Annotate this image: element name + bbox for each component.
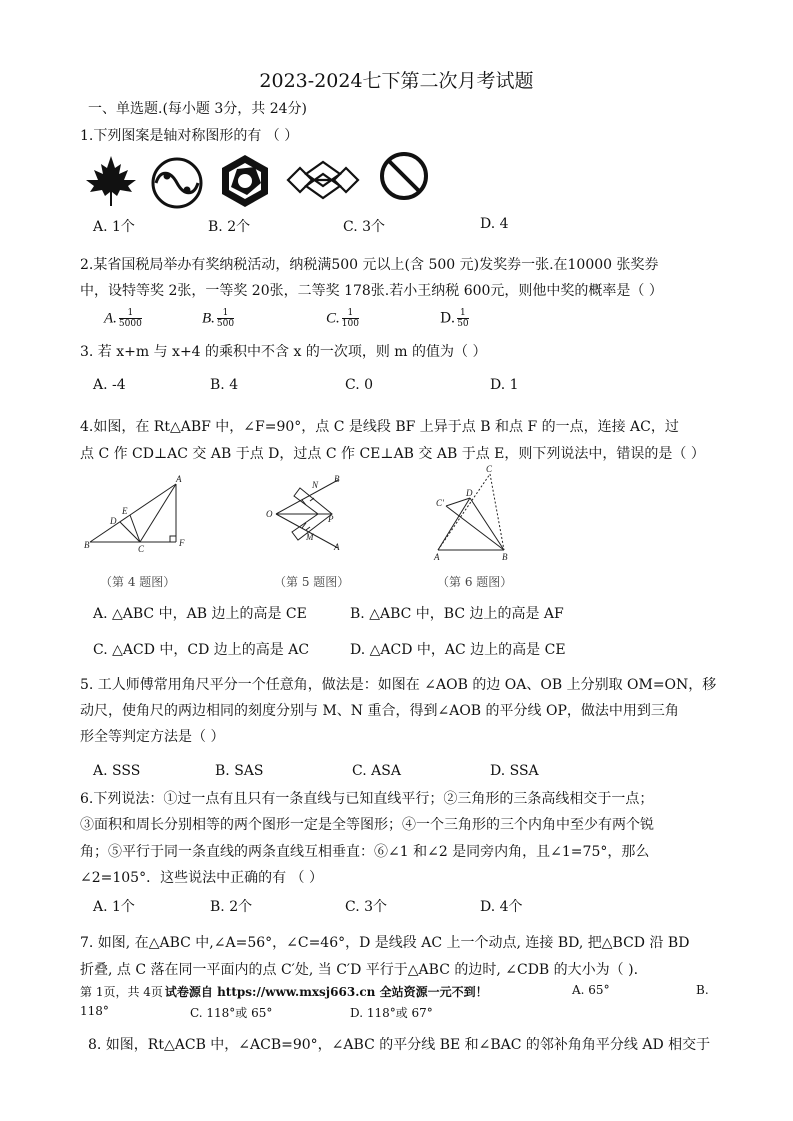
q2-option-c: C. $\frac{1}{100}$ xyxy=(326,308,359,329)
page-number: 第 1页，共 4页 xyxy=(80,985,163,999)
fig6-label-c-prime: C′ xyxy=(436,498,444,508)
q3-option-d: D. 1 xyxy=(490,377,519,393)
watermark-link[interactable]: 试卷源自 https://www.mxsj663.cn 全站资源一元不到！ xyxy=(164,985,488,999)
q4-option-c: C. △ACD 中，CD 边上的高是 AC xyxy=(93,642,310,658)
fig5-label-n: N xyxy=(312,480,319,490)
q7-line-2: 折叠, 点 C 落在同一平面内的点 C′处, 当 C′D 平行于△ABC 的边时, ∠CDB 的大小为（ ). xyxy=(80,962,639,978)
figure-5 xyxy=(262,472,352,552)
q5-option-d: D. SSA xyxy=(490,763,539,779)
q8-line-1: 8. 如图，Rt△ACB 中，∠ACB=90°，∠ABC 的平分线 BE 和∠BAC 的邻补角角平分线 AD 相交于 xyxy=(88,1037,711,1053)
q2-line-1: 2.某省国税局举办有奖纳税活动，纳税满500 元以上(含 500 元)发奖券一张.在10000 张奖券 xyxy=(80,257,659,273)
q6-line-4: ∠2=105°．这些说法中正确的有 （ ） xyxy=(80,870,323,886)
maple-leaf-icon xyxy=(84,154,138,208)
fig5-label-a: A xyxy=(334,542,340,552)
q2-option-a: A. $\frac{1}{5000}$ xyxy=(104,308,142,329)
q6-option-c: C. 3个 xyxy=(345,899,388,915)
q3-stem: 3. 若 x+m 与 x+4 的乘积中不含 x 的一次项，则 m 的值为（ ） xyxy=(80,344,487,360)
figure-6 xyxy=(430,462,520,562)
fig5-label-o: O xyxy=(266,509,273,519)
fig4-label-c: C xyxy=(138,544,145,554)
q6-option-b: B. 2个 xyxy=(210,899,253,915)
q7-option-d: D. 118°或 67° xyxy=(350,1006,433,1020)
q4-option-a: A. △ABC 中，AB 边上的高是 CE xyxy=(93,606,307,622)
q7-line-1: 7. 如图, 在△ABC 中,∠A=56°，∠C=46°，D 是线段 AC 上一个动点, 连接 BD, 把△BCD 沿 BD xyxy=(80,935,690,951)
fig6-label-c: C xyxy=(486,464,493,474)
fig5-label-m: M xyxy=(306,532,314,542)
q6-option-d: D. 4个 xyxy=(480,899,523,915)
page-footer xyxy=(80,983,488,1000)
page-title: 2023-2024七下第二次月考试题 xyxy=(259,70,534,92)
q5-line-3: 形全等判定方法是（ ） xyxy=(80,729,225,745)
q3-option-c: C. 0 xyxy=(345,377,374,393)
fig6-label-b: B xyxy=(502,552,508,562)
q4-option-d: D. △ACD 中，AC 边上的高是 CE xyxy=(350,642,566,658)
q4-line-1: 4.如图，在 Rt△ABF 中，∠F=90°，点 C 是线段 BF 上异于点 B 和点 F 的一点，连接 AC，过 xyxy=(80,419,679,435)
q5-option-b: B. SAS xyxy=(215,763,264,779)
q1-option-d: D. 4 xyxy=(480,216,509,232)
section-heading: 一、单选题.(每小题 3分，共 24分) xyxy=(88,101,307,117)
q2-option-b: B. $\frac{1}{500}$ xyxy=(202,308,235,329)
q5-line-2: 动尺，使角尺的两边相同的刻度分别与 M、N 重合，得到∠AOB 的平分线 OP，做法中用到三角 xyxy=(80,703,679,719)
q7-option-a: A. 65° xyxy=(572,983,610,997)
no-sign-icon xyxy=(378,150,430,202)
q1-option-a: A. 1个 xyxy=(93,219,135,235)
q1-stem: 1.下列图案是轴对称图形的有 （ ） xyxy=(80,128,299,144)
q1-option-b: B. 2个 xyxy=(208,219,251,235)
fig4-label-d: D xyxy=(110,516,117,526)
fig4-label-f: F xyxy=(179,538,185,548)
fig5-label-p: P xyxy=(328,514,334,524)
q3-option-a: A. -4 xyxy=(93,377,126,393)
q7-option-b-value: 118° xyxy=(80,1004,109,1018)
q5-line-1: 5. 工人师傅常用角尺平分一个任意角，做法是：如图在 ∠AOB 的边 OA、OB 上分别取 OM=ON，移 xyxy=(80,677,717,693)
fig4-label-a: A xyxy=(176,474,182,484)
hexagon-knot-icon xyxy=(217,153,273,209)
chinese-knot-icon xyxy=(286,160,360,200)
q5-option-a: A. SSS xyxy=(93,763,141,779)
fig6-label-a: A xyxy=(434,552,440,562)
q3-option-b: B. 4 xyxy=(210,377,239,393)
fig5-label-b: B xyxy=(334,474,340,484)
q6-line-3: 角；⑤平行于同一条直线的两条直线互相垂直：⑥∠1 和∠2 是同旁内角，且∠1=75°，那么 xyxy=(80,844,650,860)
fig4-caption: （第 4 题图） xyxy=(100,575,176,589)
q6-option-a: A. 1个 xyxy=(93,899,135,915)
figure-4 xyxy=(84,474,194,554)
yin-yang-icon xyxy=(150,156,204,210)
q1-option-c: C. 3个 xyxy=(343,219,386,235)
q6-line-1: 6.下列说法：①过一点有且只有一条直线与已知直线平行；②三角形的三条高线相交于一点； xyxy=(80,791,654,807)
q6-line-2: ③面积和周长分别相等的两个图形一定是全等图形；④一个三角形的三个内角中至少有两个锐 xyxy=(80,817,654,833)
fig5-caption: （第 5 题图） xyxy=(274,575,350,589)
q7-option-c: C. 118°或 65° xyxy=(190,1006,273,1020)
q2-line-2: 中，设特等奖 2张，一等奖 20张，二等奖 178张.若小王纳税 600元，则他中奖的概率是（ ） xyxy=(80,283,663,299)
q5-option-c: C. ASA xyxy=(352,763,401,779)
q4-line-2: 点 C 作 CD⊥AC 交 AB 于点 D，过点 C 作 CE⊥AB 交 AB 于点 E，则下列说法中，错误的是（ ） xyxy=(80,446,705,462)
q7-option-b-label: B. xyxy=(696,983,709,997)
fig6-caption: （第 6 题图） xyxy=(437,575,513,589)
fig4-label-b: B xyxy=(84,540,90,550)
q4-option-b: B. △ABC 中，BC 边上的高是 AF xyxy=(350,606,564,622)
q2-option-d: D. $\frac{1}{50}$ xyxy=(440,308,469,329)
fig4-label-e: E xyxy=(122,506,128,516)
fig6-label-d: D xyxy=(466,488,473,498)
